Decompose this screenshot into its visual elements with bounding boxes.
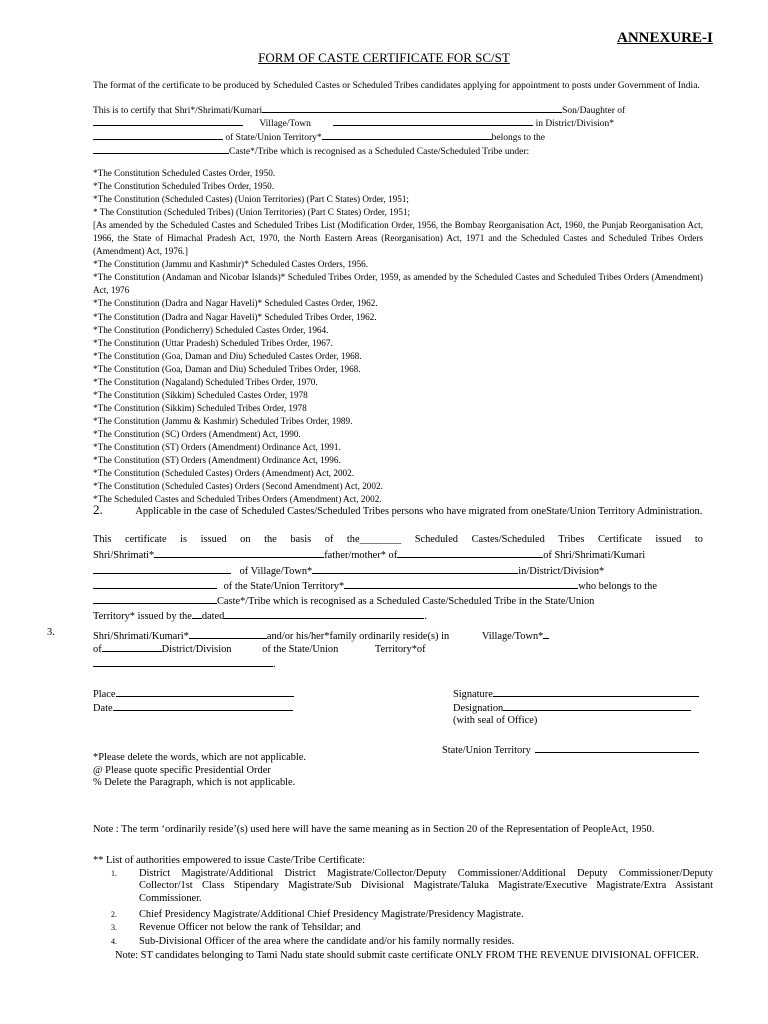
signature-blank[interactable] — [493, 686, 699, 697]
section-2-line-4: of the State/Union Territory* who belongs to the — [93, 578, 703, 595]
section-3-line-2: of District/Division of the State/Union Territory*of — [93, 641, 703, 658]
order-item: *The Constitution (Dadra and Nagar Haveli)* Scheduled Tribes Order, 1962. — [93, 311, 377, 322]
intro-line-4: Caste*/Tribe which is recognised as a Scheduled Caste/Scheduled Tribe under: — [93, 143, 703, 158]
orders-list — [93, 167, 703, 506]
s3-name-blank[interactable] — [189, 628, 267, 639]
order-item: *The Constitution (Uttar Pradesh) Scheduled Tribes Order, 1967. — [93, 337, 333, 348]
order-item: *The Scheduled Castes and Scheduled Tribes Orders (Amendment) Act, 2002. — [93, 494, 382, 505]
order-item: [As amended by the Scheduled Castes and Scheduled Tribes List (Modification Order, 1956, the Bombay Reorganisation Act, 1960, the Punjab Reorganisation Act, 1966, the State of Himachal Pradesh Act, 1970, the North Eastern Areas (Reorganisation) Act, 1971 and the Scheduled Castes and Scheduled Tribes Orders (Amendment) Act, 1976.] — [93, 220, 703, 257]
s3-district-blank[interactable] — [102, 641, 162, 652]
order-item: *The Constitution (Jammu & Kashmir) Scheduled Tribes Order, 1989. — [93, 415, 353, 426]
delete-paragraph-note: % Delete the Paragraph, which is not applicable. — [93, 777, 296, 788]
order-item: *The Constitution (Sikkim) Scheduled Tribes Order, 1978 — [93, 402, 307, 413]
order-item: *The Constitution (SC) Orders (Amendment) Act, 1990. — [93, 428, 301, 439]
section-2-line-2: Shri/Shrimati* father/mother* of of Shri/Shrimati/Kumari — [93, 547, 703, 564]
intro-line-1: This is to certify that Shri*/Shrimati/Kumari Son/Daughter of — [93, 102, 703, 117]
authorities-heading: ** List of authorities empowered to issue Caste/Tribe Certificate: — [93, 855, 366, 866]
parent-name-blank[interactable] — [154, 547, 324, 558]
section-2-line-1: This certificate is issued on the basis of the________ Scheduled Castes/Scheduled Tribes Certificate issued to — [93, 534, 703, 545]
designation-field: Designation — [453, 700, 691, 714]
order-item: * The Constitution (Scheduled Tribes) (Union Territories) (Part C States) Order, 1951; — [93, 207, 411, 218]
intro-line-3: of State/Union Territory* belongs to the — [93, 129, 703, 144]
order-item: *The Constitution (Jammu and Kashmir)* Scheduled Castes Orders, 1956. — [93, 259, 369, 270]
state-blank[interactable] — [322, 129, 492, 140]
state-field: State/Union Territory — [442, 742, 699, 756]
signature-field: Signature — [453, 686, 699, 700]
annexure-label: ANNEXURE-I — [617, 30, 713, 46]
s2-name-blank[interactable] — [93, 563, 231, 574]
delete-words-note: *Please delete the words, which are not applicable. @ Please quote specific Presidential Order — [93, 752, 306, 776]
s2-state-blank[interactable] — [344, 578, 578, 589]
order-item: *The Constitution (Sikkim) Scheduled Castes Order, 1978 — [93, 389, 308, 400]
order-item: *The Constitution (Nagaland) Scheduled Tribes Order, 1970. — [93, 376, 318, 387]
form-title: FORM OF CASTE CERTIFICATE FOR SC/ST — [258, 50, 510, 65]
order-item: *The Constitution (Pondicherry) Scheduled Castes Order, 1964. — [93, 324, 329, 335]
s3-state-blank[interactable] — [93, 656, 273, 667]
issued-by-blank[interactable] — [192, 608, 202, 619]
section-2-line-3: of Village/Town* in/District/Division* — [93, 563, 703, 580]
delete-notes — [93, 752, 306, 790]
intro-line-2: Village/Town in District/Division* — [93, 115, 703, 130]
s2-village-blank[interactable] — [312, 563, 518, 574]
s2-district-blank[interactable] — [93, 578, 217, 589]
order-item: *The Constitution (ST) Orders (Amendment) Ordinance Act, 1991. — [93, 441, 341, 452]
father-name-blank[interactable] — [93, 115, 243, 126]
village-blank[interactable] — [333, 115, 533, 126]
order-item: *The Constitution Scheduled Castes Order, 1950. — [93, 168, 276, 178]
order-item: *The Constitution (Scheduled Castes) Orders (Second Amendment) Act, 2002. — [93, 481, 383, 492]
date-field: Date — [93, 700, 293, 714]
order-item: *The Constitution (Goa, Daman and Diu) Scheduled Tribes Order, 1968. — [93, 363, 361, 374]
order-item: *The Constitution (Dadra and Nagar Haveli)* Scheduled Castes Order, 1962. — [93, 298, 378, 309]
caste-blank[interactable] — [93, 143, 229, 154]
order-item: *The Constitution (Goa, Daman and Diu) Scheduled Castes Order, 1968. — [93, 350, 362, 361]
section-2-line-5: Caste*/Tribe which is recognised as a Scheduled Caste/Scheduled Tribe in the State/Union — [93, 593, 703, 610]
seal-label: (with seal of Office) — [453, 715, 538, 726]
designation-blank[interactable] — [503, 700, 691, 711]
section-2-heading: 2. Applicable in the case of Scheduled Castes/Scheduled Tribes persons who have migrated from oneState/Union Territory Administration. — [93, 502, 703, 517]
order-item: *The Constitution (Andaman and Nicobar Islands)* Scheduled Tribes Order, 1959, as amended by the Scheduled Castes and Scheduled Tribes Orders (Amendment) Act, 1976 — [93, 272, 703, 296]
section-3-line-1: Shri/Shrimati/Kumari* and/or his/her*family ordinarily reside(s) in Village/Town* — [93, 628, 703, 645]
place-blank[interactable] — [116, 686, 294, 697]
order-item: *The Constitution (Scheduled Castes) Orders (Amendment) Act, 2002. — [93, 468, 355, 479]
format-text: The format of the certificate to be produced by Scheduled Castes or Scheduled Tribes candidates applying for appointment to posts under Government of India. — [93, 81, 700, 91]
tamil-nadu-note: Note: ST candidates belonging to Tami Nadu state should submit caste certificate ONLY FROM THE REVENUE DIVISIONAL OFFICER. — [115, 950, 699, 961]
section-2-line-6: Territory* issued by the dated . — [93, 608, 703, 625]
ordinarily-reside-note: Note : The term ‘ordinarily reside’(s) used here will have the same meaning as in Section 20 of the Representation of PeopleAct, 1950. — [93, 824, 655, 835]
certificate-page: ANNEXURE-I FORM OF CASTE CERTIFICATE FOR SC/ST The format of the certificate to be produced by Scheduled Castes or Scheduled Tribes candidates applying for appointment to posts under Government of India. This is to certify that Shri*/Shrimati/Kumari Son/Daughter of Village/Town in District/Division* of State/Union Territory* belongs to the Caste*/Tribe which is recognised as a Scheduled Caste/Scheduled Tribe under: *The Constitution Scheduled Castes Order, 1950. *The Constitution Scheduled Tribes Order, 1950. *The Constitution (Scheduled Castes) (Union Territories) (Part C States) Order, 1951; * The Constitution (Scheduled Tribes) (Union Territories) (Part C States) Order, 1951; [As amended by the Scheduled Castes and Scheduled Tribes List (Modification Order, 1956, the Bombay Reorganisation Act, 1960, the Punjab Reorganisation Act, 1966, the State of Himachal Pradesh Act, 1970, the North Eastern Areas (Reorganisation) Act, 1971 and the Scheduled Castes and Scheduled Tribes Orders (Amendment) Act, 1976.] *The Constitution (Jammu and Kashmir)* Scheduled Castes Orders, 1956. *The Constitution (Andaman and Nicobar Islands)* Scheduled Tribes Order, 1959, as amended by the Scheduled Castes and Scheduled Tribes Orders (Amendment) Act, 1976 *The Constitution (Dadra and Nagar Haveli)* Scheduled Castes Order, 1962. *The Constitution (Dadra and Nagar Haveli)* Scheduled Tribes Order, 1962. *The Constitution (Pondicherry) Scheduled Castes Order, 1964. *The Constitution (Uttar Pradesh) Scheduled Tribes Order, 1967. *The Constitution (Goa, Daman and Diu) Scheduled Castes Order, 1968. *The Constitution (Goa, Daman and Diu) Scheduled Tribes Order, 1968. *The Constitution (Nagaland) Scheduled Tribes Order, 1970. *The Constitution (Sikkim) Scheduled Castes Order, 1978 *The Constitution (Sikkim) Scheduled Tribes Order, 1978 *The Constitution (Jammu & Kashmir) Scheduled Tribes Order, 1989. *The Constitution (SC) Orders (Amendment) Act, 1990. *The Constitution (ST) Orders (Amendment) Ordinance Act, 1991. *The Constitution (ST) Orders (Amendment) Ordinance Act, 1996. *The Constitution (Scheduled Castes) Orders (Amendment) Act, 2002. *The Constitution (Scheduled Castes) Orders (Second Amendment) Act, 2002. *The Scheduled Castes and Scheduled Tribes Orders (Amendment) Act, 2002. 2. Applicable in the case of Scheduled Castes/Scheduled Tribes persons who have migrated from oneState/Union Territory Administration. This certificate is issued on the basis of the________ Scheduled Castes/Scheduled Tribes Certificate issued to Shri/Shrimati* father/mother* of of Shri/Shrimati/Kumari of Village/Town* in/District/Division* of the State/Union Territory* who belongs to the Caste*/Tribe which is recognised as a Scheduled Caste/Scheduled Tribe in the State/Union Territory* issued by the dated . 3. Shri/Shrimati/Kumari* and/or his/her*family ordinarily reside(s) in Village/Town* of District/Division of the State/Union Territory*of . Place Date Signature Designation (with seal of Office) State/Union Territory *Please delete the words, which are not applicable. @ Please quote specific Presidential Order % Delete the Paragraph, which is not applicable. Note : The term ‘ordinarily reside’(s) used here will have the same meaning as in Section 20 of the Representation of PeopleAct, 1950. ** List of authorities empowered to issue Caste/Tribe Certificate: 1. District Magistrate/Additional District Magistrate/Collector/Deputy Commissioner/Additional Deputy Commissioner/Deputy Collector/1st Class Stipendary Magistrate/Sub Divisional Magistrate/Taluka Magistrate/Executive Magistrate/Extra Assistant Commissioner. 2. Chief Presidency Magistrate/Additional Chief Presidency Magistrate/Presidency Magistrate. 3. Revenue Officer not below the rank of Tehsildar; and 4. Sub-Divisional Officer of the area where the candidate and/or his family normally resides. Note: ST candidates belonging to Tami Nadu state should submit caste certificate ONLY FROM THE REVENUE DIVISIONAL OFFICER. — [0, 0, 768, 1024]
section-3-number: 3. — [47, 627, 55, 638]
state-signature-blank[interactable] — [535, 742, 699, 753]
order-item: *The Constitution (Scheduled Castes) (Union Territories) (Part C States) Order, 1951; — [93, 194, 409, 205]
order-item: *The Constitution Scheduled Tribes Order, 1950. — [93, 181, 275, 192]
order-item: *The Constitution (ST) Orders (Amendment) Ordinance Act, 1996. — [93, 455, 341, 466]
section-3-line-3: . — [93, 656, 703, 673]
district-blank[interactable] — [93, 129, 223, 140]
s2-caste-blank[interactable] — [93, 593, 217, 604]
dated-blank[interactable] — [224, 608, 424, 619]
date-blank[interactable] — [113, 700, 293, 711]
name-blank[interactable] — [262, 102, 562, 113]
place-field: Place — [93, 686, 294, 700]
child-name-blank[interactable] — [397, 547, 543, 558]
s3-village-blank[interactable] — [543, 628, 549, 639]
